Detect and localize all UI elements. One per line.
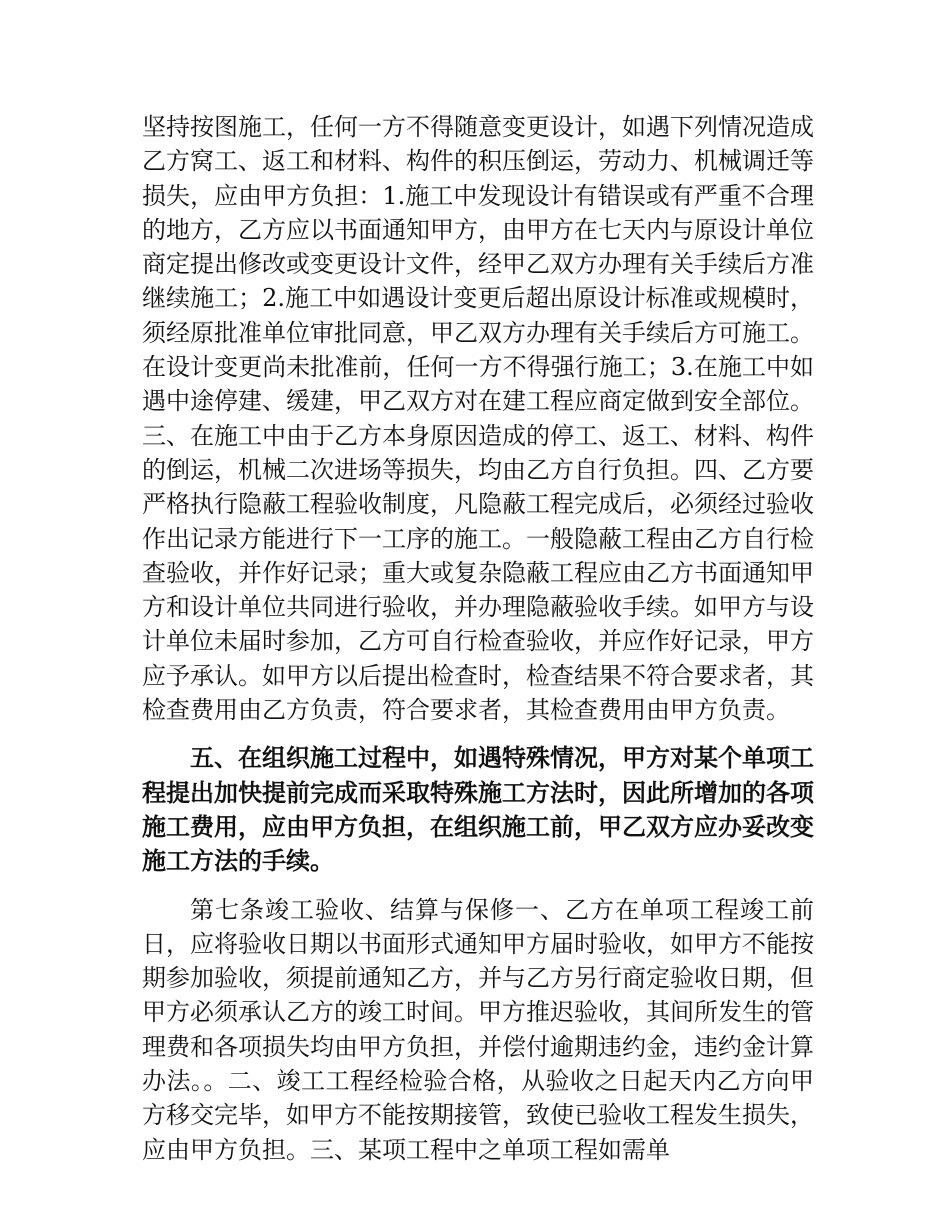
- paragraph-special-construction-methods: 五、在组织施工过程中，如遇特殊情况，甲方对某个单项工程提出加快提前完成而采取特殊施工方法时，因此所增加的各项施工费用，应由甲方负担，在组织施工前，甲乙双方应办妥改变施工方法的手续。: [142, 743, 814, 876]
- paragraph-design-changes: 坚持按图施工，任何一方不得随意变更设计，如遇下列情况造成乙方窝工、返工和材料、构件的积压倒运，劳动力、机械调迁等损失，应由甲方负担：1.施工中发现设计有错误或有严重不合理的地方，乙方应以书面通知甲方，由甲方在七天内与原设计单位商定提出修改或变更设计文件，经甲乙双方办理有关手续后方准继续施工；2.施工中如遇设计变更后超出原设计标准或规模时，须经原批准单位审批同意，甲乙双方办理有关手续后方可施工。在设计变更尚未批准前，任何一方不得强行施工；3.在施工中如遇中途停建、缓建，甲乙双方对在建工程应商定做到安全部位。三、在施工中由于乙方本身原因造成的停工、返工、材料、构件的倒运，机械二次进场等损失，均由乙方自行负担。四、乙方要严格执行隐蔽工程验收制度，凡隐蔽工程完成后，必须经过验收作出记录方能进行下一工序的施工。一般隐蔽工程由乙方自行检查验收，并作好记录；重大或复杂隐蔽工程应由乙方书面通知甲方和设计单位共同进行验收，并办理隐蔽验收手续。如甲方与设计单位未届时参加，乙方可自行检查验收，并应作好记录，甲方应予承认。如甲方以后提出检查时，检查结果不符合要求者，其检查费用由乙方负责，符合要求者，其检查费用由甲方负责。: [142, 113, 814, 725]
- document-body: [142, 110, 814, 1167]
- paragraph-article-7-acceptance: 第七条竣工验收、结算与保修一、乙方在单项工程竣工前日，应将验收日期以书面形式通知甲方届时验收，如甲方不能按期参加验收，须提前通知乙方，并与乙方另行商定验收日期，但甲方必须承认乙方的竣工时间。甲方推迟验收，其间所发生的管理费和各项损失均由甲方负担，并偿付逾期违约金，违约金计算办法。。二、竣工工程经检验合格，从验收之日起天内乙方向甲方移交完毕，如甲方不能按期接管，致使已验收工程发生损失，应由甲方负担。三、某项工程中之单项工程如需单: [142, 895, 814, 1164]
